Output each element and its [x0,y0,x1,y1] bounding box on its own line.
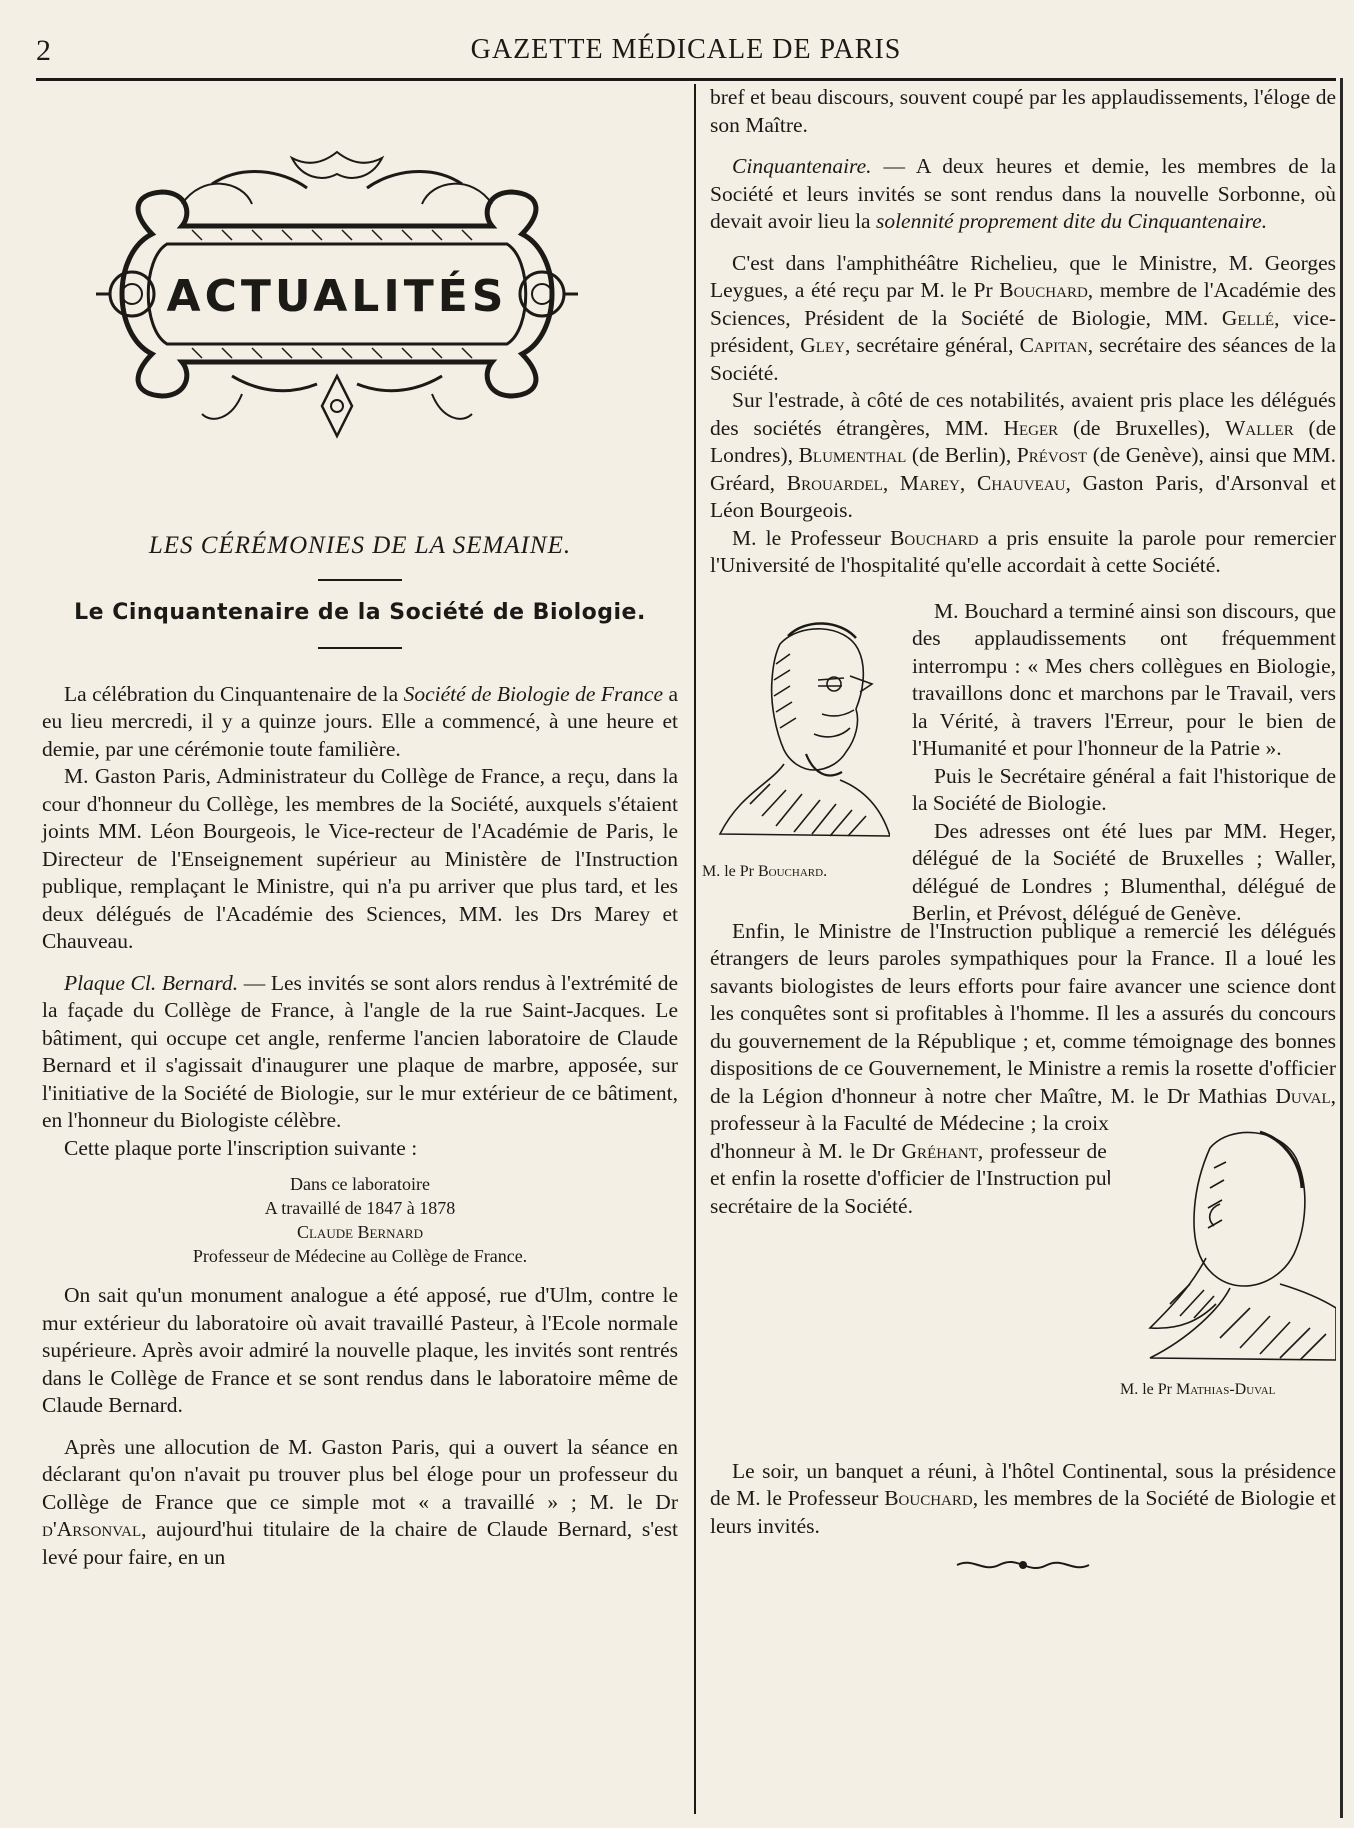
paragraph: Cinquantenaire. — A deux heures et demie, les membres de la Société et leurs invités se sont rendus dans la nouvelle Sorbonne, où devait avoir lieu la solennité proprement dite du Cinquantenaire. [710,154,1336,233]
bouchard-portrait-icon [710,604,890,844]
column-rule [694,84,696,1814]
end-flourish-icon [953,1554,1093,1576]
paragraph: M. Bouchard a terminé ainsi son discours, que des applaudissements ont fréquemment interrompu : « Mes chers collègues en Biologie, travaillons donc et marchons par le Travail, vers la Vérité, à travers l'Erreur, pour le bien de l'Humanité et pour l'honneur de la Patrie ». [912,598,1336,760]
paragraph: C'est dans l'amphithéâtre Richelieu, que le Ministre, M. Georges Leygues, a été reçu par M. le Pr Bouchard, membre de l'Académie des Sciences, Président de la Société de Biologie, MM. Gellé, vice-président, Gley, secrétaire général, Capitan, secrétaire des séances de la Société. [710,250,1337,385]
figure-caption-bouchard: M. le Pr Bouchard. [702,862,828,880]
paragraph: bref et beau discours, souvent coupé par les applaudissements, l'éloge de son Maître. [710,85,1336,137]
figure-bouchard-block [702,598,1336,925]
figure-duval-block [710,918,1336,1458]
paragraph: Plaque Cl. Bernard. — Les invités se sont alors rendus à l'extrémité de la façade du Collège de France, à l'angle de la rue Saint-Jacques. Le bâtiment, qui occupe cet angle, renferme l'ancien laboratoire de Claude Bernard et il s'agissait d'inaugurer une plaque de marbre, apposée, sur l'initiative de la Société de Biologie, sur le mur extérieur de ce bâtiment, en l'honneur du Biologiste célèbre. [42,970,678,1132]
page-number: 2 [36,34,51,67]
mathias-duval-portrait-icon [1110,1108,1336,1368]
paragraph: Le soir, un banquet a réuni, à l'hôtel Continental, sous la présidence de M. le Professeur Bouchard, les membres de la Société de Biologie et leurs invités. [710,1458,1336,1538]
decorative-cartouche-icon [92,144,582,444]
short-rule [318,579,402,581]
section-rubric: LES CÉRÉMONIES DE LA SEMAINE. [148,531,572,559]
right-column [702,84,1337,1576]
article-title: Le Cinquantenaire de la Société de Biologie. [74,600,646,625]
paragraph: Sur l'estrade, à côté de ces notabilités, avaient pris place les délégués des sociétés étrangères, MM. Heger (de Bruxelles), Waller (de Londres), Blumenthal (de Berlin), Prévost (de Genève), ainsi que MM. Gréard, Brouardel, Marey, Chauveau, Gaston Paris, d'Arsonval et Léon Bourgeois. [710,388,1337,522]
running-header [36,30,1336,76]
paragraph: On sait qu'un monument analogue a été apposé, rue d'Ulm, contre le mur extérieur du laboratoire où avait travaillé Pasteur, à l'Ecole normale supérieure. Après avoir admiré la nouvelle plaque, les invités sont rentrés dans le Collège de France et se sont rendus dans le laboratoire même de Claude Bernard. [42,1283,678,1417]
paragraph: Enfin, le Ministre de l'Instruction publique a remercié les délégués étrangers de leurs paroles sympathiques pour la France. Il a loué les savants biologistes de leurs efforts pour faire avancer une science dont les conquêtes sont si profitables à l'homme. Il les a assurés du concours du gouvernement de la République ; et, comme témoignage des bonnes dispositions de ce Gouvernement, le Ministre a remis la rosette d'officier de la Légion d'honneur à notre cher Maître, M. le Dr Mathias Duval, professeur à la Faculté de Médecine ; la croix de chevalier de la Légion d'honneur à M. le Dr Gréhant, professeur de physiologie au Muséum ; et enfin la rosette d'officier de l'Instruction publique à M. le Dr Capitan, secrétaire de la Société. [710,918,1336,1218]
journal-title: GAZETTE MÉDICALE DE PARIS [470,34,902,65]
paragraph: Des adresses ont été lues par MM. Heger, délégué de la Société de Bruxelles ; Waller, délégué de Londres ; Blumenthal, délégué de Berlin, et Prévost, délégué de Genève. [912,818,1336,925]
wrapped-text-block [912,598,1336,928]
paragraph: Après une allocution de M. Gaston Paris, qui a ouvert la séance en déclarant qu'on n'avait pu trouver plus bel éloge pour un professeur du Collège de France que ce simple mot « a travaillé » ; M. le Dr d'Arsonval, aujourd'hui titulaire de la chaire de Claude Bernard, s'est levé pour faire, en un [42,1434,678,1569]
figure-caption-mathias-duval: M. le Pr Mathias-Duval [1120,1380,1276,1398]
header-rule [36,78,1336,81]
paragraph: Cette plaque porte l'inscription suivante : [64,1135,418,1160]
page-edge-rule [1340,78,1343,1818]
paragraph: M. le Professeur Bouchard a pris ensuite la parole pour remercier l'Université de l'hospitalité qu'elle accordait à cette Société. [710,525,1336,577]
paragraph: M. Gaston Paris, Administrateur du Collège de France, a reçu, dans la cour d'honneur du Collège, les membres de la Société, auxquels s'étaient joints MM. Léon Bourgeois, le Vice-recteur de l'Académie de Paris, le Directeur de l'Enseignement supérieur au Ministère de l'Instruction publique, remplaçant le Ministre, qui n'a pu arriver que plus tard, et les deux délégués de l'Académie des Sciences, MM. les Drs Marey et Chauveau. [42,764,678,953]
short-rule [318,647,402,649]
paragraph: Puis le Secrétaire général a fait l'historique de la Société de Biologie. [912,763,1336,815]
left-column [42,84,678,1571]
ornament-title: ACTUALITÉS [166,271,508,322]
plaque-inscription: Dans ce laboratoire A travaillé de 1847 à 1878 Claude Bernard Professeur de Médecine au Collège de France. [192,1174,528,1266]
paragraph: La célébration du Cinquantenaire de la Société de Biologie de France a eu lieu mercredi, il y a quinze jours. Elle a commencé, à une heure et demie, par une cérémonie toute familière. [42,681,679,761]
